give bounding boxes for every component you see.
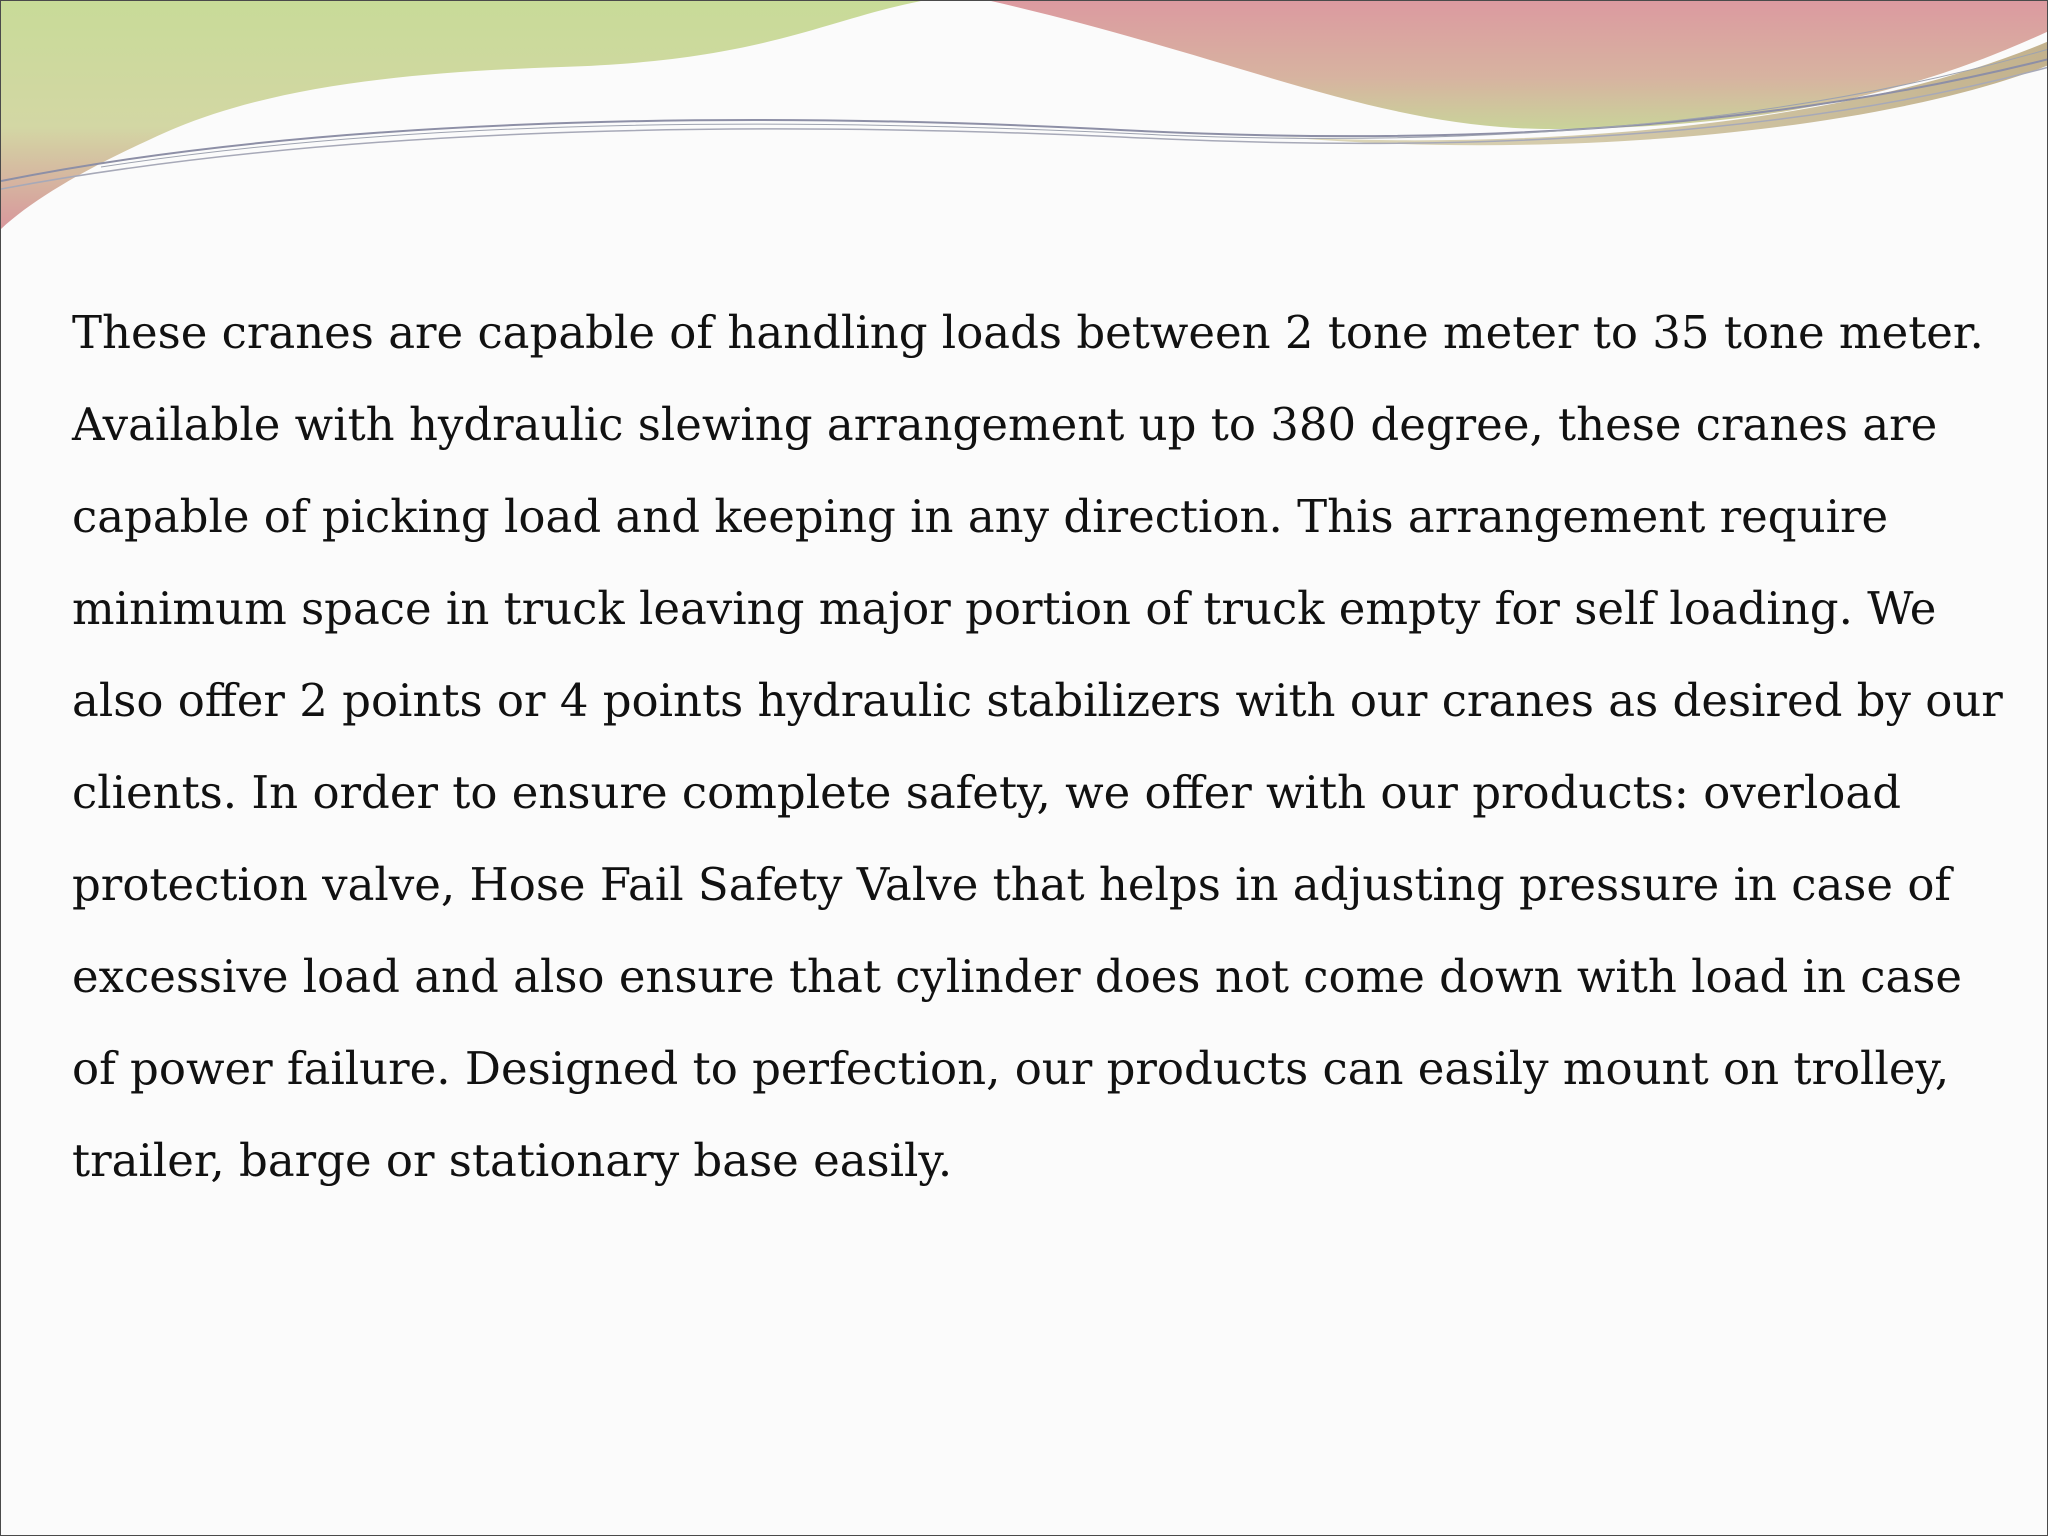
- paragraph-line: clients. In order to ensure complete safety, we offer with our products: overload: [72, 766, 1902, 819]
- paragraph-line: excessive load and also ensure that cylinder does not come down with load in case: [72, 950, 1963, 1003]
- paragraph-line: Available with hydraulic slewing arrangement up to 380 degree, these cranes are: [72, 398, 1938, 451]
- paragraph-line: protection valve, Hose Fail Safety Valve that helps in adjusting pressure in case of: [72, 858, 1952, 911]
- decorative-header-waves: [1, 1, 2048, 241]
- paragraph-line: trailer, barge or stationary base easily.: [72, 1134, 953, 1187]
- paragraph-line: These cranes are capable of handling loads between 2 tone meter to 35 tone meter.: [72, 306, 1984, 359]
- paragraph-line: minimum space in truck leaving major portion of truck empty for self loading. We: [72, 582, 1937, 635]
- paragraph-line: also offer 2 points or 4 points hydraulic stabilizers with our cranes as desired by our: [72, 674, 2003, 727]
- paragraph-line: of power failure. Designed to perfection, our products can easily mount on trolley,: [72, 1042, 1950, 1095]
- right-wave: [991, 1, 2048, 129]
- body-paragraph: [72, 287, 2032, 1207]
- paragraph-line: capable of picking load and keeping in any direction. This arrangement require: [72, 490, 1889, 543]
- left-wave: [1, 1, 921, 229]
